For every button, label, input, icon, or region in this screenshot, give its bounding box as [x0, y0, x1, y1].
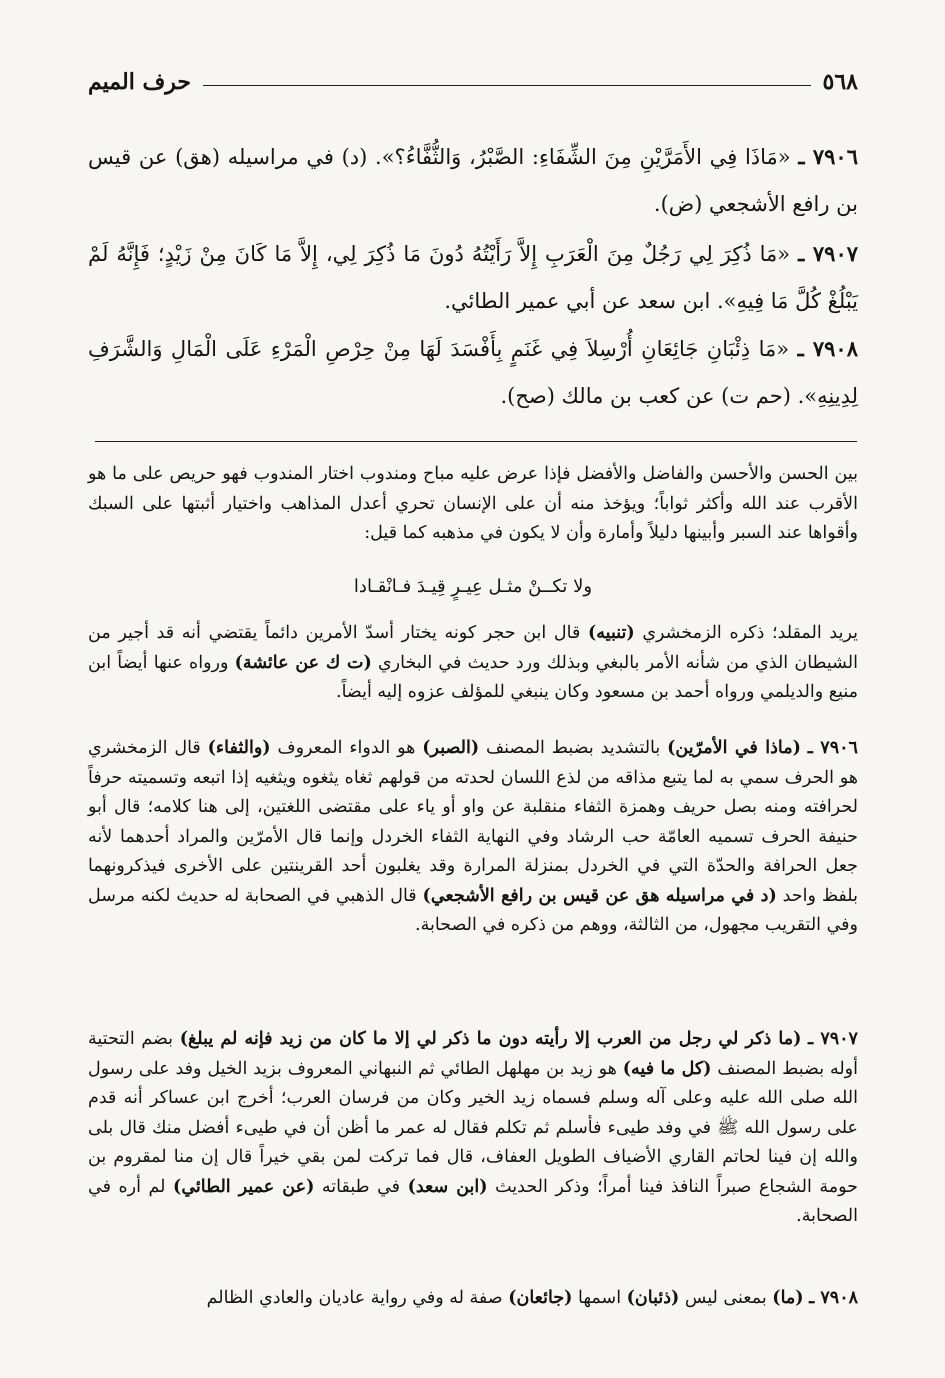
commentary-7908 — [88, 1284, 858, 1314]
commentary-text: في طبقاته — [321, 1176, 401, 1197]
hadith-7906 — [88, 133, 858, 228]
quoted-phrase: (جائعان) — [508, 1288, 573, 1308]
hadith-text: «مَاذَا فِي الأَمَرَّيْنِ مِنَ الشِّفَاءِ: الصَّبْرُ، وَالثُّفَّاءُ؟». (د) في مراسيله (هق) عن قيس بن رافع الأشجعي (ض). — [88, 145, 858, 216]
hadith-number: ٧٩٠٨ ـ — [797, 336, 858, 361]
chapter-title: حرف الميم — [88, 69, 192, 95]
tanbih-reference: (ت ك عن عائشة) — [234, 652, 372, 673]
commentary-7907 — [88, 1025, 858, 1232]
commentary-7906 — [88, 734, 858, 941]
commentary-text: اسمها — [578, 1288, 622, 1308]
tanbih-label: (تنبيه) — [588, 623, 635, 643]
commentary-text: قال الزمخشري هو الحرف سمي به لما يتبع مذاقه من لذع اللسان لحدته من قولهم ثغاه يثغوه ويثغيه إذا اتبعه وتسميته حرفاً لحرافته ومنه بصل حريف وهمزة الثفاء منقلبة عن واو أو ياء على مقتضى اللغتين، إلى هنا كلامه؛ قال أبو حنيفة الحرف تسميه العامّة حب الرشاد وفي النهاية الثفاء الخردل وإنما قال الأمرّين والمراد أحدهما لأنه جعل الحرافة والحدّة التي في الخردل بمنزلة المرارة وقد يغلبون أحد القرينتين على الأخرى فيذكرونهما بلفظ واحد — [88, 738, 858, 906]
quoted-phrase: (ما) — [772, 1288, 804, 1308]
tanbih-pre: يريد المقلد؛ ذكره الزمخشري — [642, 623, 858, 643]
commentary-text: هو زيد بن مهلهل الطائي ثم النبهاني المعروف بزيد الخيل وفد على رسول الله صلى الله عليه وعلى آله وسلم فسماه زيد الخير وكان من فرسان العرب؛ أخرج ابن عساكر أنه قدم على رسول الله ﷺ في وفد طيىء فأسلم ثم تكلم فقال له عمر ما أظن أن في طيىء أفضل منك قال بلى والله إن فينا لحاتم القاري الأضياف الطويل العفاف، قال فما تركت لمن بقي خيراً قال إن منا لمقروم بن حومة الشجاع صبراً النافذ فينا أمراً؛ وذكر الحديث — [88, 1058, 858, 1197]
quoted-phrase: (ذئبان) — [626, 1288, 680, 1308]
commentary-text: قال الذهبي في الصحابة له حديث لكنه مرسل وفي التقريب مجهول، من الثالثة، ووهم من ذكره في الصحابة. — [88, 885, 858, 935]
footnote-divider — [95, 441, 857, 442]
quoted-phrase: (كل ما فيه) — [622, 1058, 712, 1079]
commentary-text: لم أره في الصحابة. — [88, 1176, 858, 1226]
quoted-phrase: (الصبر) — [422, 738, 480, 758]
commentary-tanbih — [88, 619, 858, 708]
commentary-number: ٧٩٠٧ ـ — [808, 1029, 858, 1049]
commentary-text: بمعنى ليس — [684, 1288, 767, 1308]
commentary-number: ٧٩٠٨ ـ — [809, 1288, 858, 1308]
quoted-phrase: (د في مراسيله هق عن قيس بن رافع الأشجعي) — [422, 885, 777, 906]
page-header — [88, 62, 858, 102]
poetry-verse: ولا تكــنْ مثـل عِيـرٍ قِيـدَ فـانْقـادا — [353, 576, 593, 597]
quoted-phrase: (عن عمير الطائي) — [173, 1176, 315, 1197]
commentary-text: بضم التحتية أوله بضبط المصنف — [88, 1029, 858, 1079]
commentary-intro: بين الحسن والأحسن والفاضل والأفضل فإذا عرض عليه مباح ومندوب اختار المندوب فهو حريص على ما هو الأقرب عند الله وأكثر ثواباً؛ ويؤخذ منه أن على الإنسان تحري أعدل المذاهب واختيار أثبتها على السبك وأقواها عند السبر وأبينها دليلاً وأمارة وأن لا يكون في مذهبه كما قيل: — [88, 464, 858, 543]
tanbih-post: ورواه عنها أيضاً ابن منيع والديلمي ورواه أحمد بن مسعود وكان ينبغي للمؤلف عزوه إليه أيضاً. — [88, 652, 858, 702]
hadith-text: «مَا ذُكِرَ لِي رَجُلٌ مِنَ الْعَرَبِ إِلاَّ رَأَيْتُهُ دُونَ مَا ذُكِرَ لِي، إِلاَّ مَا كَانَ مِنْ زَيْدٍ؛ فَإِنَّهُ لَمْ يَبْلُغْ كُلَّ مَا فِيهِ». ابن سعد عن أبي عمير الطائي. — [88, 242, 858, 313]
quoted-phrase: (ابن سعد) — [407, 1176, 488, 1197]
quoted-phrase: (ما ذكر لي رجل من العرب إلا رأيته دون ما ذكر لي إلا ما كان من زيد فإنه لم يبلغ) — [179, 1029, 802, 1049]
commentary-text: بالتشديد بضبط المصنف — [486, 738, 661, 758]
commentary-text: صفة له وفي رواية عاديان والعادي الظالم — [206, 1288, 503, 1308]
hadith-number: ٧٩٠٦ ـ — [798, 144, 858, 169]
hadith-text: «مَا ذِئْبَانِ جَائِعَانِ أُرْسِلاَ فِي غَنَمٍ بِأَفْسَدَ لَهَا مِنْ حِرْصِ الْمَرْءِ عَلَى الْمَالِ وَالشَّرَفِ لِدِينِهِ». (حم ت) عن كعب بن مالك (صح). — [88, 337, 858, 408]
hadith-number: ٧٩٠٧ ـ — [798, 241, 859, 266]
quoted-phrase: (ماذا في الأمرّين) — [667, 738, 801, 758]
quoted-phrase: (والثفاء) — [207, 738, 271, 758]
commentary-text: هو الدواء المعروف — [277, 738, 416, 758]
header-rule — [203, 85, 811, 86]
hadith-7908 — [88, 325, 858, 420]
hadith-7907 — [88, 230, 858, 325]
commentary-number: ٧٩٠٦ ـ — [807, 738, 858, 758]
page-number: ٥٦٨ — [822, 69, 858, 95]
tanbih-text: قال ابن حجر كونه يختار أسدّ الأمرين دائماً يقتضي أنه قد أجير من الشيطان الذي من شأنه الأمر بالبغي وبذلك ورد حديث في البخاري — [88, 623, 858, 673]
